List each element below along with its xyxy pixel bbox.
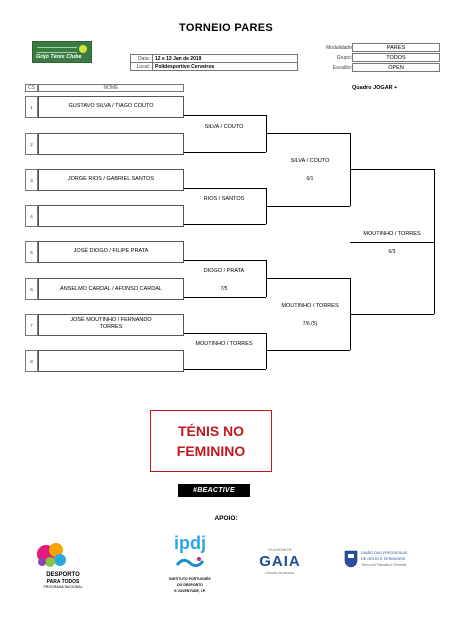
seed-2: 2 bbox=[25, 133, 38, 155]
page-title: TORNEIO PARES bbox=[179, 22, 273, 34]
coat-of-arms-icon bbox=[344, 550, 358, 568]
meta-value-modalidade: PARES bbox=[352, 43, 440, 52]
tennis-net-icon bbox=[37, 47, 77, 53]
gaia-line-3: CÂMARA MUNICIPAL bbox=[265, 571, 295, 575]
entry-box-8 bbox=[38, 350, 184, 372]
banner-line-2: FEMININO bbox=[176, 443, 246, 459]
sponsor-gaia bbox=[248, 548, 312, 584]
entry-box-7 bbox=[38, 314, 184, 336]
ipdj-logo-text: ipdj bbox=[174, 533, 206, 553]
connector-r1-d-bottom bbox=[184, 369, 266, 370]
tenis-feminino-banner bbox=[150, 410, 272, 472]
entry-name-1: GUSTAVO SILVA / TIAGO COUTO bbox=[68, 103, 154, 109]
club-logo bbox=[32, 41, 92, 63]
club-logo-text: Grijó Ténis Clube bbox=[36, 54, 82, 60]
date-label: Data: bbox=[131, 55, 153, 63]
local-label: Local: bbox=[131, 63, 153, 71]
entry-box-5 bbox=[38, 241, 184, 263]
connector-r1-a-bottom bbox=[184, 152, 266, 153]
semi-name-2: MOUTINHO / TORRES bbox=[281, 303, 339, 309]
seed-1: 1 bbox=[25, 96, 38, 118]
r2-name-1: SILVA / COUTO bbox=[204, 124, 244, 130]
r2-name-2: RIOS / SANTOS bbox=[203, 196, 245, 202]
banner-line-1: TÉNIS NO bbox=[177, 423, 245, 439]
entry-box-3 bbox=[38, 169, 184, 191]
connector-r1-b-bottom bbox=[184, 224, 266, 225]
local-value: Polidesportivo Cerveiros bbox=[153, 63, 298, 71]
gaia-logo-text: GAIA bbox=[259, 553, 301, 570]
date-value: 12 e 13 Jan de 2019 bbox=[153, 55, 298, 63]
connector-sf-bottom bbox=[350, 314, 434, 315]
connector-r2-b-bottom bbox=[266, 350, 350, 351]
entry-name-5: JOSÉ DIOGO / FILIPE PRATA bbox=[73, 248, 149, 254]
seed-8: 8 bbox=[25, 350, 38, 372]
connector-final-line bbox=[350, 242, 434, 243]
ipdj-line-1: INSTITUTO PORTUGUÊS bbox=[169, 577, 211, 581]
connector-sf-top bbox=[350, 169, 434, 170]
gaia-line-1: VILA NOVA DE bbox=[268, 548, 292, 552]
desporto-line-2: PARA TODOS bbox=[46, 579, 80, 585]
connector-r2-b-top bbox=[266, 278, 350, 279]
semi-score-1: 6/1 bbox=[306, 176, 314, 182]
ipdj-line-3: E JUVENTUDE, I.P. bbox=[174, 589, 206, 593]
uniao-line-2: DE GRIJÓ E SERMONDE bbox=[361, 557, 406, 561]
draw-title: Quadro JOGAR + bbox=[352, 85, 398, 91]
entry-box-4 bbox=[38, 205, 184, 227]
nome-header: NOME bbox=[38, 84, 184, 92]
entry-box-1 bbox=[38, 96, 184, 118]
connector-r1-d-vertical bbox=[266, 333, 267, 369]
meta-label-escalao: Escalão: bbox=[332, 65, 352, 71]
connector-r1-b-top bbox=[184, 188, 266, 189]
final-score: 6/3 bbox=[388, 249, 396, 255]
event-info-table bbox=[130, 54, 298, 71]
semi-score-2: 7/6 (5) bbox=[302, 321, 318, 327]
r2-name-3: DIOGO / PRATA bbox=[203, 268, 245, 274]
connector-r1-c-top bbox=[184, 260, 266, 261]
semi-name-1: SILVA / COUTO bbox=[290, 158, 330, 164]
connector-r1-c-bottom bbox=[184, 297, 266, 298]
tennis-ball-icon bbox=[79, 45, 87, 53]
entry-box-6 bbox=[38, 278, 184, 300]
connector-r2-a-bottom bbox=[266, 206, 350, 207]
connector-r1-d-top bbox=[184, 333, 266, 334]
beactive-logo: #BEACTIVE bbox=[178, 484, 250, 497]
sponsor-ipdj bbox=[160, 533, 220, 613]
ipdj-swimmer-icon bbox=[175, 555, 205, 569]
desporto-line-3: PROGRAMA NACIONAL bbox=[43, 585, 83, 589]
connector-r1-a-top bbox=[184, 115, 266, 116]
meta-value-grupo: TODOS bbox=[352, 53, 440, 62]
seed-6: 6 bbox=[25, 278, 38, 300]
r2-score-3: 7/5 bbox=[220, 286, 228, 292]
final-name: MOUTINHO / TORRES bbox=[363, 231, 421, 237]
desporto-line-1: DESPORTO bbox=[46, 572, 80, 578]
seed-5: 5 bbox=[25, 241, 38, 263]
entry-name-6: ANSELMO CARDAL / AFONSO CARDAL bbox=[60, 286, 162, 292]
entry-name-3: JORGE RIOS / GABRIEL SANTOS bbox=[67, 176, 155, 182]
uniao-line-3: Terra com Passado e Presente bbox=[361, 563, 407, 567]
meta-value-escalao: OPEN bbox=[352, 63, 440, 72]
r2-name-4: MOUTINHO / TORRES bbox=[195, 341, 253, 347]
sponsor-desporto-para-todos bbox=[28, 540, 98, 590]
ipdj-line-2: DO DESPORTO bbox=[177, 583, 203, 587]
sponsor-uniao-freguesias bbox=[344, 548, 420, 578]
colorful-circles-icon bbox=[34, 540, 74, 570]
seed-4: 4 bbox=[25, 205, 38, 227]
cs-header: CS bbox=[25, 84, 38, 92]
apoio-label: APOIO: bbox=[214, 515, 238, 522]
meta-label-grupo: Grupo: bbox=[336, 55, 352, 61]
connector-sf-vertical bbox=[434, 169, 435, 314]
entry-name-7: JOSÉ MOUTINHO / FERNANDO TORRES bbox=[70, 317, 152, 330]
seed-7: 7 bbox=[25, 314, 38, 336]
connector-r2-a-top bbox=[266, 133, 350, 134]
uniao-line-1: UNIÃO DAS FREGUESIAS bbox=[361, 551, 408, 555]
entry-box-2 bbox=[38, 133, 184, 155]
meta-label-modalidade: Modalidade bbox=[326, 45, 352, 51]
seed-3: 3 bbox=[25, 169, 38, 191]
